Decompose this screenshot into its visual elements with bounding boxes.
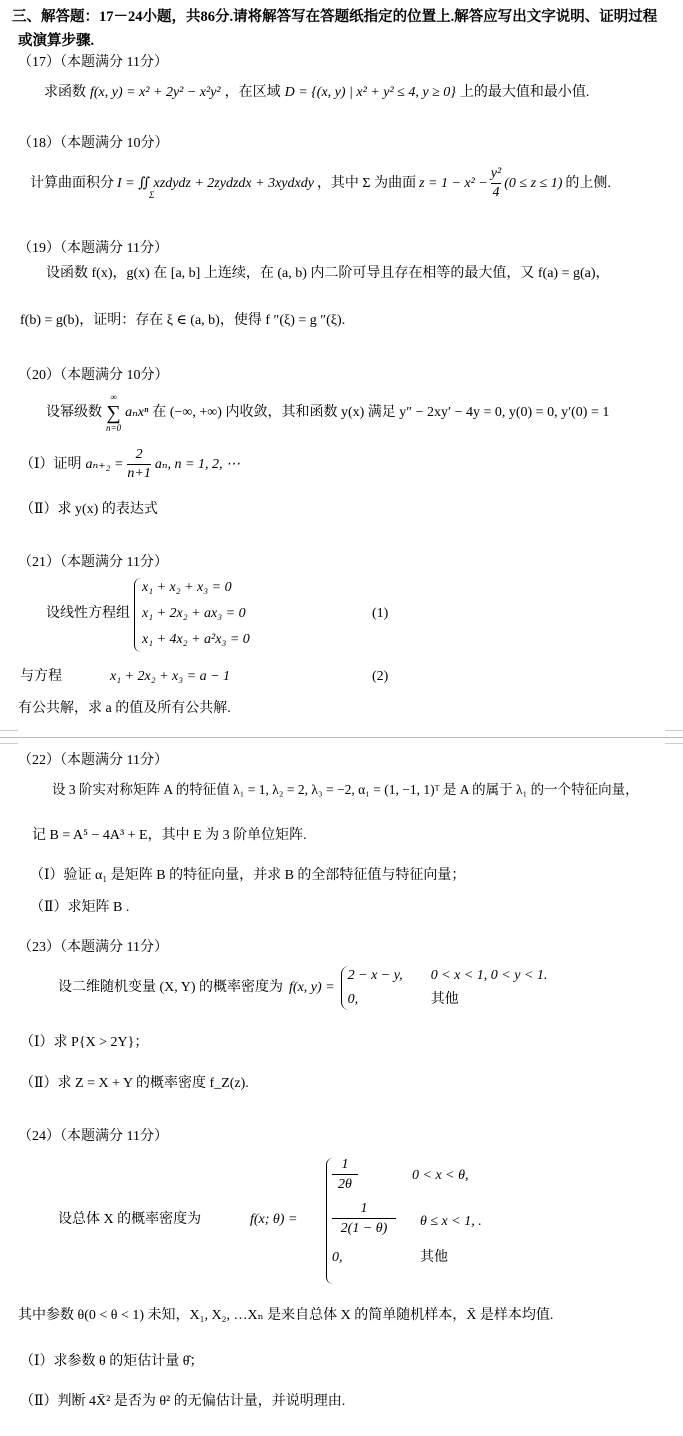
q20-part1-rhs: aₙ, n = 1, 2, ⋯ bbox=[154, 456, 240, 472]
q23-header: （23）（本题满分 11分） bbox=[18, 940, 168, 955]
q24-frac2-num: 1 bbox=[360, 1201, 368, 1216]
q24-case3: 0, bbox=[332, 1250, 343, 1265]
q19-header: （19）（本题满分 11分） bbox=[18, 241, 168, 256]
q22-header: （22）（本题满分 11分） bbox=[18, 753, 168, 768]
q21-eq1: x₁ + x₂ + x₃ = 0 bbox=[142, 580, 232, 595]
q20-sum-top: ∞ bbox=[110, 392, 117, 402]
q18-frac-den: 4 bbox=[492, 185, 500, 200]
q22-part2: （Ⅱ）求矩阵 B . bbox=[30, 900, 130, 915]
q21-ask: 有公共解，求 a 的值及所有公共解. bbox=[18, 701, 231, 716]
q21-eq2: x₁ + 2x₂ + ax₃ = 0 bbox=[142, 606, 246, 621]
q18-header: （18）（本题满分 10分） bbox=[18, 136, 169, 151]
q23-part2: （Ⅱ）求 Z = X + Y 的概率密度 f_Z(z). bbox=[20, 1076, 249, 1091]
q22-line2: 记 B = A⁵ − 4A³ + E，其中 E 为 3 阶单位矩阵. bbox=[32, 828, 307, 843]
q18-prefix: 计算曲面积分 bbox=[30, 175, 114, 191]
q20-frac-den: n+1 bbox=[127, 466, 151, 481]
q17-domain: D = {(x, y) | x² + y² ≤ 4, y ≥ 0} bbox=[284, 85, 456, 100]
q20-header: （20）（本题满分 10分） bbox=[18, 368, 169, 383]
q23-case2: 0, bbox=[347, 992, 359, 1007]
q17-mid: ，在区域 bbox=[224, 85, 281, 100]
q21-eq4: x₁ + 2x₂ + x₃ = a − 1 bbox=[110, 669, 231, 684]
q18-integral: I = ∬ xzdydz + 2zydzdx + 3xydxdy bbox=[117, 175, 314, 191]
q21-tag1: (1) bbox=[372, 606, 389, 621]
q20-part2: （Ⅱ）求 y(x) 的表达式 bbox=[20, 502, 158, 517]
q18-range: (0 ≤ z ≤ 1) bbox=[504, 175, 563, 191]
q24-frac1 bbox=[332, 1156, 358, 1193]
heading-line2: 或演算步骤. bbox=[18, 33, 95, 49]
q18-mid: ，其中 Σ 为曲面 bbox=[316, 175, 417, 191]
q23-cond2: 其他 bbox=[430, 992, 459, 1007]
q17-formula: f(x, y) = x² + 2y² − x²y² bbox=[90, 85, 221, 100]
q23-prefix: 设二维随机变量 (X, Y) 的概率密度为 bbox=[58, 980, 284, 995]
system-brace bbox=[134, 578, 141, 652]
q24-frac2 bbox=[332, 1200, 396, 1237]
q20-series: aₙxⁿ bbox=[125, 405, 149, 420]
heading-line1: 三、解答题：17－24小题，共86分.请将解答写在答题纸指定的位置上.解答应写出文字说明、证明过程 bbox=[12, 9, 658, 25]
q21-label2: 与方程 bbox=[20, 669, 62, 684]
q21-label: 设线性方程组 bbox=[46, 606, 130, 621]
q24-cond1: 0 < x < θ, bbox=[412, 1168, 469, 1183]
q18-text bbox=[30, 166, 680, 201]
q18-suffix: 的上侧. bbox=[565, 175, 611, 191]
q23-part1: （Ⅰ）求 P{X > 2Y}； bbox=[20, 1035, 149, 1050]
q24-prefix: 设总体 X 的概率密度为 bbox=[58, 1212, 202, 1227]
q24-frac2-den: 2(1 − θ) bbox=[340, 1221, 388, 1236]
q18-frac-num: y² bbox=[490, 166, 502, 181]
q20-part1-prefix: （Ⅰ）证明 bbox=[20, 456, 82, 472]
q20-line1 bbox=[46, 392, 676, 434]
q24-line: 其中参数 θ(0 < θ < 1) 未知，X₁, X₂, …Xₙ 是来自总体 X 的简单随机样本，X̄ 是样本均值. bbox=[18, 1308, 554, 1323]
q23-cases bbox=[341, 966, 548, 1010]
q17-prefix: 求函数 bbox=[44, 85, 86, 100]
q17-suffix: 上的最大值和最小值. bbox=[459, 85, 590, 100]
q19-line2: f(b) = g(b)，证明：存在 ξ ∈ (a, b)，使得 f ″(ξ) = g ″(ξ). bbox=[20, 313, 346, 328]
q24-frac1-den: 2θ bbox=[338, 1177, 352, 1192]
q24-part2: （Ⅱ）判断 4X̄² 是否为 θ² 的无偏估计量，并说明理由. bbox=[20, 1394, 346, 1409]
q23-density bbox=[58, 966, 547, 1010]
q21-tag2: (2) bbox=[372, 669, 389, 684]
page-break-line bbox=[0, 737, 683, 738]
q24-cond3: 其他 bbox=[420, 1250, 448, 1265]
page-break-marker-right bbox=[665, 730, 683, 744]
q20-sum-bottom: n=0 bbox=[106, 423, 122, 433]
q24-frac1-num: 1 bbox=[341, 1157, 349, 1172]
q21-eq3: x₁ + 4x₂ + a²x₃ = 0 bbox=[142, 632, 250, 647]
q20-frac-num: 2 bbox=[135, 447, 143, 462]
q18-sigma: Σ bbox=[149, 189, 155, 200]
q20-prefix: 设幂级数 bbox=[46, 405, 102, 420]
q20-part1 bbox=[20, 447, 240, 482]
q24-part1: （Ⅰ）求参数 θ 的矩估计量 θ̂； bbox=[20, 1354, 204, 1369]
q18-fraction bbox=[491, 166, 501, 201]
q18-surface: z = 1 − x² − bbox=[419, 175, 488, 191]
q23-case1: 2 − x − y, bbox=[347, 968, 403, 983]
q22-line1: 设 3 阶实对称矩阵 A 的特征值 λ₁ = 1, λ₂ = 2, λ₃ = −2, α₁ = (1, −1, 1)ᵀ 是 A 的属于 λ₁ 的一个特征向量， bbox=[52, 782, 639, 797]
q19-line1: 设函数 f(x)，g(x) 在 [a, b] 上连续，在 (a, b) 内二阶可导且存在相等的最大值，又 f(a) = g(a)， bbox=[46, 266, 610, 281]
q24-cond2: θ ≤ x < 1, . bbox=[420, 1214, 482, 1229]
q23-lhs: f(x, y) = bbox=[289, 980, 335, 995]
q17-text bbox=[44, 83, 674, 103]
q20-part1-lhs: aₙ₊₂ = bbox=[85, 456, 124, 472]
q24-header: （24）（本题满分 11分） bbox=[18, 1129, 168, 1144]
q20-sum bbox=[106, 392, 121, 434]
q21-header: （21）（本题满分 11分） bbox=[18, 555, 168, 570]
q23-cond1: 0 < x < 1, 0 < y < 1. bbox=[430, 968, 548, 983]
q20-line1-rest: 在 (−∞, +∞) 内收敛，其和函数 y(x) 满足 y″ − 2xy′ − 4y = 0, y(0) = 0, y′(0) = 1 bbox=[152, 405, 610, 420]
q24-lhs: f(x; θ) = bbox=[250, 1212, 298, 1227]
q17-header: （17）（本题满分 11分） bbox=[18, 55, 168, 70]
sum-symbol-icon: ∑ bbox=[106, 402, 121, 424]
q20-fraction bbox=[127, 447, 150, 482]
q18-integral-wrap bbox=[117, 174, 314, 200]
q22-part1: （Ⅰ）验证 α₁ 是矩阵 B 的特征向量，并求 B 的全部特征值与特征向量； bbox=[30, 868, 466, 883]
